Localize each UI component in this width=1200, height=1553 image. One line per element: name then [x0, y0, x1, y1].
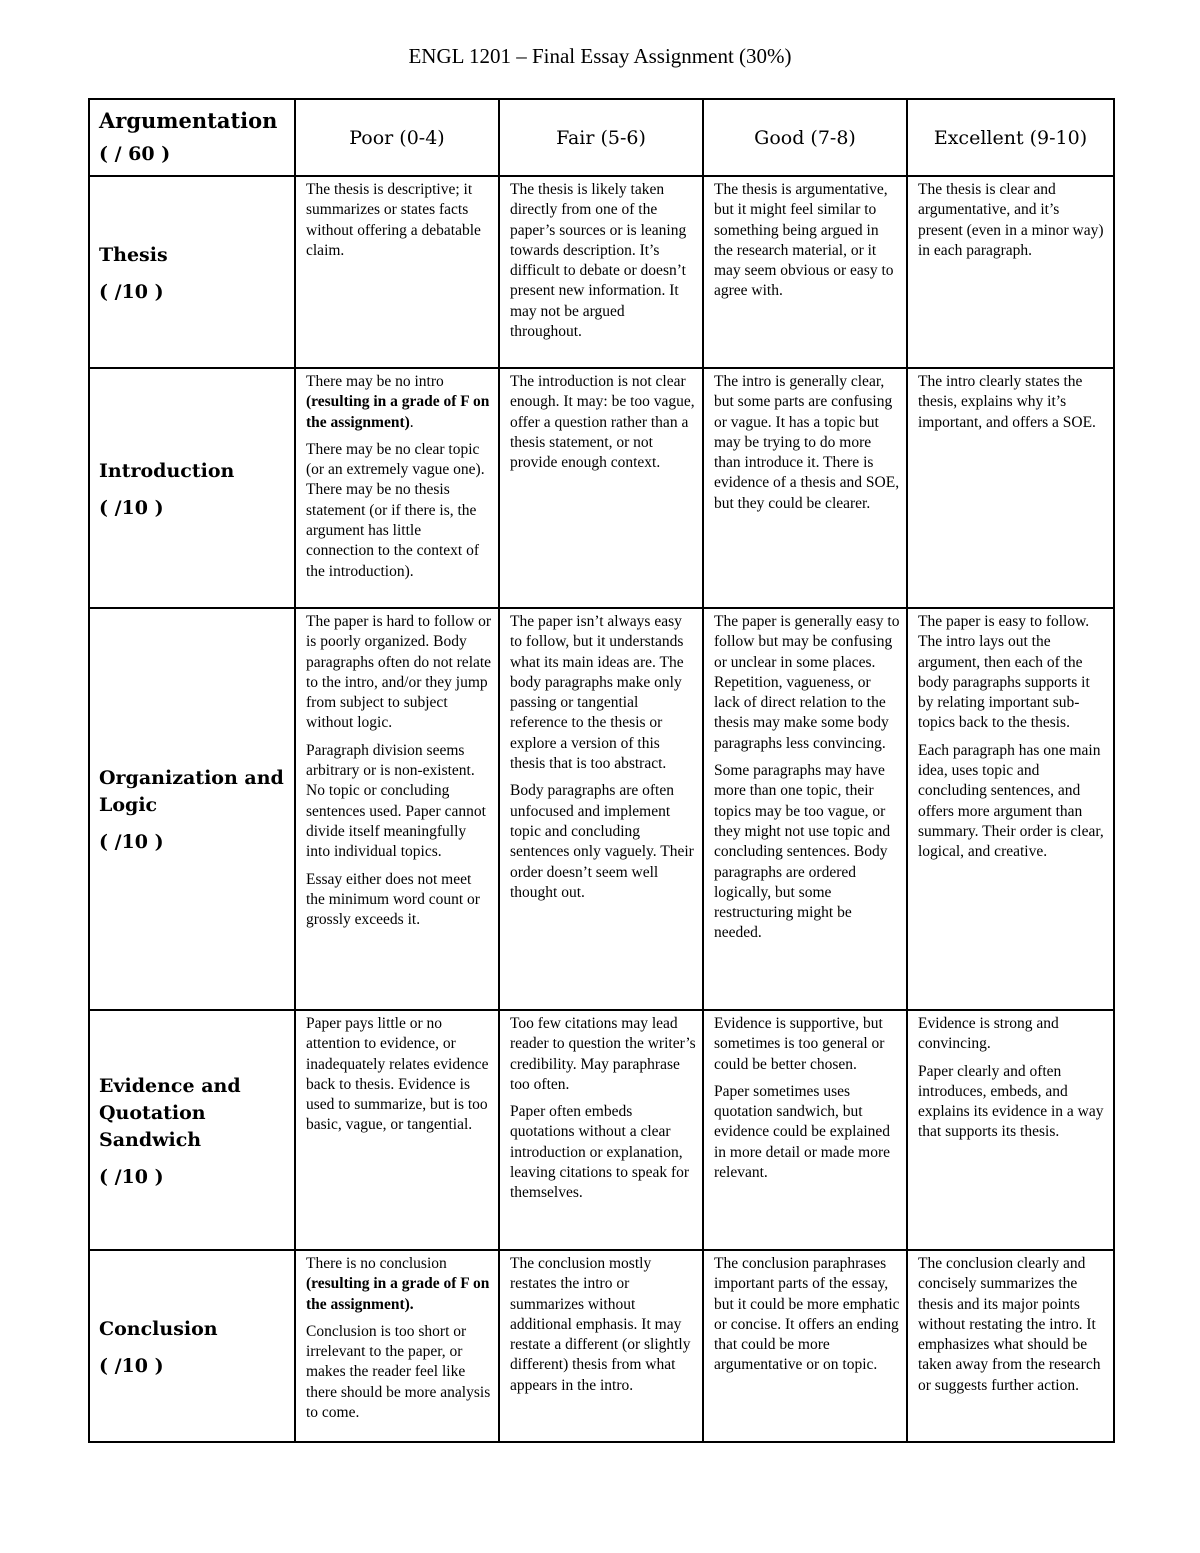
descriptor-text: There may be no intro — [306, 373, 444, 390]
descriptor-cell-excellent — [907, 368, 1114, 608]
criterion-cell — [89, 1250, 295, 1442]
criterion-name: Conclusion — [99, 1317, 218, 1340]
descriptor-paragraph — [918, 741, 1107, 863]
descriptor-cell-poor — [295, 176, 499, 368]
descriptor-text: The paper is hard to follow or is poorly organized. Body paragraphs often do not relate to the intro, and/or they jump from subject to subject without logic. — [306, 613, 492, 732]
descriptor-cell-good — [703, 368, 907, 608]
descriptor-paragraph — [714, 1014, 900, 1075]
descriptor-text: The thesis is argumentative, but it might feel similar to something being argued in the research material, or it may seem obvious or easy to agree with. — [714, 181, 894, 300]
criterion-name: Evidence and Quotation Sandwich — [99, 1074, 241, 1151]
descriptor-text: The intro clearly states the thesis, explains why it’s important, and offers a SOE. — [918, 373, 1096, 431]
descriptor-cell-excellent — [907, 1250, 1114, 1442]
rubric-row — [89, 1250, 1114, 1442]
descriptor-cell-excellent — [907, 1010, 1114, 1250]
descriptor-paragraph — [918, 1014, 1107, 1055]
descriptor-paragraph — [714, 1254, 900, 1376]
descriptor-text: Conclusion is too short or irrelevant to the paper, or makes the reader feel like there should be more analysis to come. — [306, 1322, 491, 1422]
descriptor-paragraph — [714, 1082, 900, 1183]
descriptor-cell-fair — [499, 176, 703, 368]
descriptor-paragraph — [510, 1014, 696, 1095]
descriptor-paragraph — [918, 1254, 1107, 1396]
descriptor-text: The thesis is descriptive; it summarizes or states facts without offering a debatable claim. — [306, 181, 481, 259]
descriptor-cell-poor — [295, 1010, 499, 1250]
descriptor-paragraph — [918, 372, 1107, 433]
descriptor-paragraph — [510, 612, 696, 774]
descriptor-text: Evidence is supportive, but sometimes is too general or could be better chosen. — [714, 1015, 885, 1073]
criterion-score: ( /10 ) — [99, 1165, 164, 1188]
descriptor-text: Paper sometimes uses quotation sandwich, but evidence could be explained in more detail or made more relevant. — [714, 1082, 891, 1182]
criterion-name: Introduction — [99, 459, 235, 482]
criterion-cell — [89, 608, 295, 1010]
level-header-fair: Fair (5-6) — [499, 99, 703, 176]
descriptor-text-after: . — [409, 413, 414, 431]
descriptor-paragraph — [714, 180, 900, 302]
descriptor-paragraph — [918, 1062, 1107, 1143]
descriptor-cell-fair — [499, 1010, 703, 1250]
descriptor-text: Each paragraph has one main idea, uses topic and concluding sentences, and offers more argument than summary. Their order is clear, logical, and creative. — [918, 741, 1104, 861]
criterion-cell — [89, 176, 295, 368]
descriptor-text: The introduction is not clear enough. It may: be too vague, offer a question rather than a thesis statement, or not provide enough context. — [510, 373, 695, 472]
rubric-corner-cell — [89, 99, 295, 176]
criterion-score: ( /10 ) — [99, 831, 164, 853]
descriptor-paragraph — [510, 1102, 696, 1203]
descriptor-cell-poor — [295, 608, 499, 1010]
descriptor-text: The conclusion paraphrases important parts of the essay, but it could be more emphatic or concise. It offers an ending that could be more argumentative or on topic. — [714, 1255, 900, 1374]
criterion-score: ( /10 ) — [99, 1354, 164, 1377]
descriptor-text: Paper clearly and often introduces, embeds, and explains its evidence in a way that supports its thesis. — [918, 1062, 1104, 1141]
descriptor-text: The thesis is likely taken directly from one of the paper’s sources or is leaning towards description. It’s difficult to debate or doesn’t present new information. It may not be argued throughout. — [510, 181, 687, 341]
rubric-row — [89, 608, 1114, 1010]
descriptor-paragraph — [306, 612, 492, 734]
descriptor-text: The conclusion mostly restates the intro or summarizes without additional emphasis. It may restate a different (or slightly different) thesis from what appears in the intro. — [510, 1255, 691, 1394]
descriptor-cell-good — [703, 1010, 907, 1250]
descriptor-paragraph — [918, 180, 1107, 261]
descriptor-cell-fair — [499, 608, 703, 1010]
descriptor-text: The thesis is clear and argumentative, and it’s present (even in a minor way) in each paragraph. — [918, 181, 1104, 259]
descriptor-text: The paper is generally easy to follow but may be confusing or unclear in some places. Repetition, vagueness, or lack of direct relation to the thesis may make some body paragraphs less convincing. — [714, 613, 900, 752]
rubric-row — [89, 368, 1114, 608]
rubric-table — [88, 98, 1115, 1443]
category-title: Argumentation — [99, 108, 278, 133]
descriptor-text: The conclusion clearly and concisely summarizes the thesis and its major points without restating the intro. It emphasizes what should be taken away from the research or suggests further action. — [918, 1255, 1101, 1394]
descriptor-text: The paper isn’t always easy to follow, but it understands what its main ideas are. The body paragraphs make only passing or tangential reference to the thesis or explore a version of this thesis that is too abstract. — [510, 613, 684, 773]
criterion-cell — [89, 1010, 295, 1250]
level-header-excellent: Excellent (9-10) — [907, 99, 1114, 176]
descriptor-paragraph — [306, 1254, 492, 1315]
descriptor-text: Essay either does not meet the minimum word count or grossly exceeds it. — [306, 870, 480, 929]
descriptor-text: Paper often embeds quotations without a clear introduction or explanation, leaving citations to speak for themselves. — [510, 1103, 690, 1202]
descriptor-text: Paragraph division seems arbitrary or is non-existent. No topic or concluding sentences used. Paper cannot divide itself meaningfully into individual topics. — [306, 741, 486, 861]
descriptor-text: Evidence is strong and convincing. — [918, 1015, 1059, 1053]
descriptor-cell-excellent — [907, 608, 1114, 1010]
descriptor-text: Some paragraphs may have more than one topic, their topics may be too vague, or they might not use topic and concluding sentences. Body paragraphs are ordered logically, but some restructuring might be needed. — [714, 762, 891, 942]
descriptor-paragraph — [510, 372, 696, 473]
criterion-name: Thesis — [99, 243, 168, 266]
descriptor-paragraph — [510, 1254, 696, 1396]
descriptor-text: Too few citations may lead reader to question the writer’s credibility. May paraphrase too often. — [510, 1015, 696, 1093]
descriptor-cell-poor — [295, 1250, 499, 1442]
level-header-poor: Poor (0-4) — [295, 99, 499, 176]
descriptor-paragraph — [510, 180, 696, 342]
descriptor-paragraph — [306, 741, 492, 863]
descriptor-cell-poor — [295, 368, 499, 608]
document-title: ENGL 1201 – Final Essay Assignment (30%) — [408, 44, 792, 68]
descriptor-cell-fair — [499, 368, 703, 608]
descriptor-cell-good — [703, 1250, 907, 1442]
descriptor-text: The paper is easy to follow. The intro lays out the argument, then each of the body paragraphs supports it by relating important sub-topics back to the thesis. — [918, 613, 1090, 732]
descriptor-paragraph — [306, 372, 492, 433]
descriptor-paragraph — [714, 372, 900, 514]
category-total-points: ( / 60 ) — [99, 143, 171, 165]
descriptor-paragraph — [306, 870, 492, 931]
descriptor-text: Body paragraphs are often unfocused and implement topic and concluding sentences only vaguely. Their order doesn’t seem well thought out. — [510, 782, 694, 901]
rubric-row — [89, 1010, 1114, 1250]
criterion-cell — [89, 368, 295, 608]
descriptor-text: The intro is generally clear, but some parts are confusing or vague. It has a topic but may be trying to do more than introduce it. There is evidence of a thesis and SOE, but they could be clearer. — [714, 373, 900, 512]
descriptor-paragraph — [714, 612, 900, 754]
descriptor-text: There is no conclusion — [306, 1255, 447, 1272]
level-header-good: Good (7-8) — [703, 99, 907, 176]
descriptor-text: There may be no clear topic (or an extremely vague one). There may be no thesis statement (or if there is, the argument has little connection to the context of the introduction). — [306, 440, 485, 580]
descriptor-paragraph — [714, 761, 900, 944]
descriptor-paragraph — [306, 180, 492, 261]
criterion-name: Organization and Logic — [99, 767, 284, 816]
descriptor-paragraph — [510, 781, 696, 903]
descriptor-paragraph — [306, 1014, 492, 1136]
descriptor-paragraph — [918, 612, 1107, 734]
descriptor-cell-good — [703, 176, 907, 368]
descriptor-cell-fair — [499, 1250, 703, 1442]
descriptor-cell-excellent — [907, 176, 1114, 368]
criterion-score: ( /10 ) — [99, 280, 164, 303]
rubric-row — [89, 176, 1114, 368]
descriptor-text: Paper pays little or no attention to evidence, or inadequately relates evidence back to thesis. Evidence is used to summarize, but is too basic, vague, or tangential. — [306, 1015, 489, 1134]
criterion-score: ( /10 ) — [99, 496, 164, 519]
descriptor-cell-good — [703, 608, 907, 1010]
rubric-header-row — [89, 99, 1114, 176]
descriptor-paragraph — [306, 1322, 492, 1423]
descriptor-emphasis: (resulting in a grade of F on the assignment) — [306, 393, 490, 431]
descriptor-paragraph — [306, 440, 492, 582]
descriptor-emphasis: (resulting in a grade of F on the assignment). — [306, 1275, 490, 1313]
